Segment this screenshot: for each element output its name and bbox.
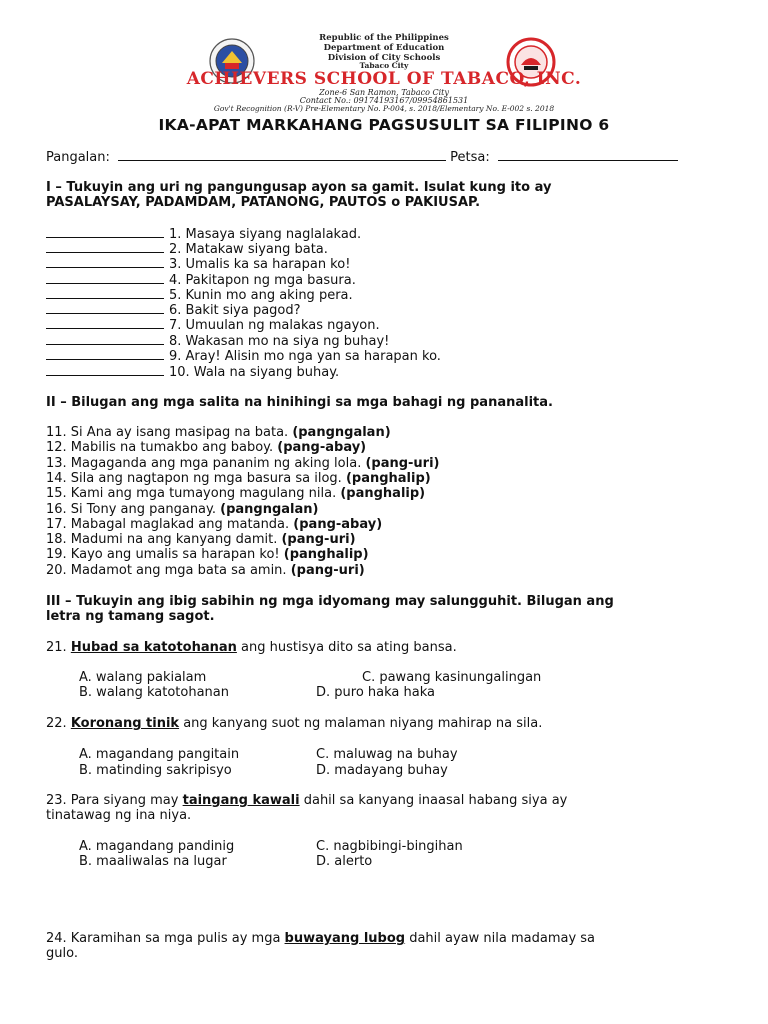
header-contact: Contact No.: 09174193167/09954861531 <box>299 96 469 105</box>
choice-a[interactable]: A. magandang pangitain <box>79 747 240 762</box>
idiom: taingang kawali <box>182 793 300 808</box>
choice-c[interactable]: C. pawang kasinungalingan <box>362 670 542 685</box>
choice-a[interactable]: A. walang pakialam <box>79 670 207 685</box>
part1-item: 4. Pakitapon ng mga basura. <box>46 272 356 288</box>
part1-item: 6. Bakit siya pagod? <box>46 302 301 318</box>
part1-instruction-line2: PASALAYSAY, PADAMDAM, PATANONG, PAUTOS o PAKIUSAP. <box>46 195 481 210</box>
part1-item: 10. Wala na siyang buhay. <box>46 364 339 380</box>
part1-instruction-line1: I – Tukuyin ang uri ng pangungusap ayon sa gamit. Isulat kung ito ay <box>46 180 552 195</box>
part2-item: 16. Si Tony ang panganay. (pangngalan) <box>46 502 319 517</box>
part1-item: 7. Umuulan ng malakas ngayon. <box>46 317 380 333</box>
idiom: Hubad sa katotohanan <box>70 640 237 655</box>
choice-d[interactable]: D. alerto <box>316 854 373 869</box>
choice-b[interactable]: B. matinding sakripisyo <box>79 763 232 778</box>
part1-item: 3. Umalis ka sa harapan ko! <box>46 256 350 272</box>
choice-b[interactable]: B. maaliwalas na lugar <box>79 854 227 869</box>
header-division: Division of City Schools <box>327 53 441 63</box>
page-title: IKA-APAT MARKAHANG PAGSUSULIT SA FILIPINO 6 <box>158 116 610 134</box>
choice-d[interactable]: D. puro haka haka <box>316 685 435 700</box>
name-date-row <box>46 149 678 165</box>
answer-blank[interactable] <box>46 333 164 345</box>
answer-blank[interactable] <box>46 256 164 268</box>
part2-item: 14. Sila ang nagtapon ng mga basura sa ilog. (panghalip) <box>46 471 431 486</box>
question-21: 21. Hubad sa katotohanan ang hustisya dito sa ating bansa. <box>46 640 457 655</box>
part2-item: 17. Mabagal maglakad ang matanda. (pang-abay) <box>46 517 383 532</box>
choice-c[interactable]: C. maluwag na buhay <box>316 747 458 762</box>
idiom: Koronang tinik <box>70 716 180 731</box>
answer-blank[interactable] <box>46 226 164 238</box>
school-name: ACHIEVERS SCHOOL OF TABACO, INC. <box>186 69 582 89</box>
header-department: Department of Education <box>323 43 445 53</box>
name-field[interactable] <box>118 149 446 161</box>
part1-item: 5. Kunin mo ang aking pera. <box>46 287 353 303</box>
answer-blank[interactable] <box>46 241 164 253</box>
question-24-continued: gulo. <box>46 946 78 961</box>
question-23: 23. Para siyang may taingang kawali dahil sa kanyang inaasal habang siya ay <box>46 793 568 808</box>
part3-instruction-line1: III – Tukuyin ang ibig sabihin ng mga idyomang may salungguhit. Bilugan ang <box>46 594 614 609</box>
choice-d[interactable]: D. madayang buhay <box>316 763 448 778</box>
name-label: Pangalan: <box>46 150 110 165</box>
part1-item: 8. Wakasan mo na siya ng buhay! <box>46 333 389 349</box>
part1-item: 9. Aray! Alisin mo nga yan sa harapan ko. <box>46 348 441 364</box>
header-address: Zone-6 San Ramon, Tabaco City <box>319 88 449 97</box>
part2-item: 19. Kayo ang umalis sa harapan ko! (panghalip) <box>46 547 369 562</box>
header-republic: Republic of the Philippines <box>319 33 449 43</box>
header-recognition: Gov't Recognition (R-V) Pre-Elementary No. P-004, s. 2018/Elementary No. E-002 s. 2018 <box>213 104 555 113</box>
part2-item: 15. Kami ang mga tumayong magulang nila. (panghalip) <box>46 486 426 501</box>
part1-item: 1. Masaya siyang naglalakad. <box>46 226 361 242</box>
date-label: Petsa: <box>450 150 490 165</box>
part2-item: 20. Madamot ang mga bata sa amin. (pang-uri) <box>46 563 365 578</box>
date-field[interactable] <box>498 149 678 161</box>
part2-item: 12. Mabilis na tumakbo ang baboy. (pang-abay) <box>46 440 367 455</box>
question-23-continued: tinatawag ng ina niya. <box>46 808 192 823</box>
part1-item: 2. Matakaw siyang bata. <box>46 241 328 257</box>
part2-item: 18. Madumi na ang kanyang damit. (pang-uri) <box>46 532 356 547</box>
question-24: 24. Karamihan sa mga pulis ay mga buwayang lubog dahil ayaw nila madamay sa <box>46 931 596 946</box>
answer-blank[interactable] <box>46 317 164 329</box>
part2-item: 11. Si Ana ay isang masipag na bata. (pangngalan) <box>46 425 391 440</box>
part2-item: 13. Magaganda ang mga pananim ng aking lola. (pang-uri) <box>46 456 440 471</box>
answer-blank[interactable] <box>46 272 164 284</box>
answer-blank[interactable] <box>46 364 164 376</box>
choice-c[interactable]: C. nagbibingi-bingihan <box>316 839 463 854</box>
idiom: buwayang lubog <box>284 931 406 946</box>
header-city: Tabaco City <box>359 61 409 70</box>
part3-instruction-line2: letra ng tamang sagot. <box>46 609 215 624</box>
answer-blank[interactable] <box>46 348 164 360</box>
choice-a[interactable]: A. magandang pandinig <box>79 839 235 854</box>
answer-blank[interactable] <box>46 287 164 299</box>
question-22: 22. Koronang tinik ang kanyang suot ng malaman niyang mahirap na sila. <box>46 716 543 731</box>
part2-instruction: II – Bilugan ang mga salita na hinihingi sa mga bahagi ng pananalita. <box>46 395 553 410</box>
choice-b[interactable]: B. walang katotohanan <box>79 685 230 700</box>
answer-blank[interactable] <box>46 302 164 314</box>
